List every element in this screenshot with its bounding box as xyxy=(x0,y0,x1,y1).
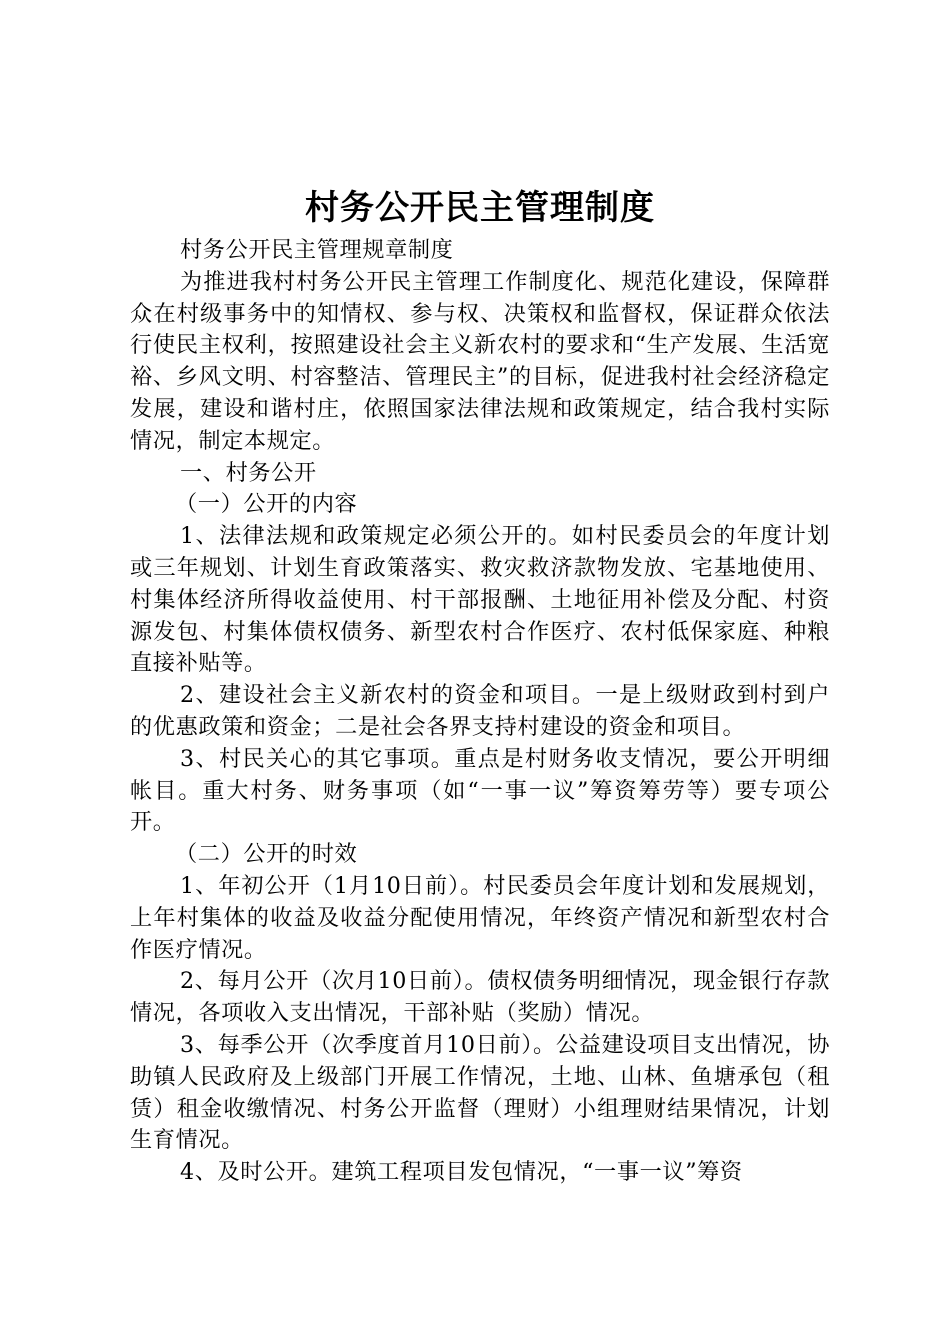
subsection-heading-content: （一）公开的内容 xyxy=(175,491,358,518)
paragraph-content-item-2: 2、建设社会主义新农村的资金和项目。一是上级财政到村到户的优惠政策和资金；二是社会各界支持村建设的资金和项目。 xyxy=(130,682,830,740)
section-heading-village-affairs: 一、村务公开 xyxy=(180,459,317,486)
paragraph-timing-item-1: 1、年初公开（1月10日前）。村民委员会年度计划和发展规划，上年村集体的收益及收益分配使用情况，年终资产情况和新型农村合作医疗情况。 xyxy=(130,872,830,963)
document-title: 村务公开民主管理制度 xyxy=(305,188,655,228)
document-page xyxy=(130,183,830,1189)
paragraph-content-item-1: 1、法律法规和政策规定必须公开的。如村民委员会的年度计划或三年规划、计划生育政策落实、救灾救济款物发放、宅基地使用、村集体经济所得收益使用、村干部报酬、土地征用补偿及分配、村资源发包、村集体债权债务、新型农村合作医疗、农村低保家庭、种粮直接补贴等。 xyxy=(130,523,830,677)
paragraph-timing-item-4: 4、及时公开。建筑工程项目发包情况，“一事一议”筹资 xyxy=(180,1159,743,1186)
subsection-heading-timing: （二）公开的时效 xyxy=(175,841,358,868)
paragraph-timing-item-3: 3、每季公开（次季度首月10日前）。公益建设项目支出情况，协助镇人民政府及上级部门开展工作情况，土地、山林、鱼塘承包（租赁）租金收缴情况、村务公开监督（理财）小组理财结果情况，计划生育情况。 xyxy=(130,1031,830,1154)
paragraph-content-item-3: 3、村民关心的其它事项。重点是村财务收支情况，要公开明细帐目。重大村务、财务事项（如“一事一议”筹资筹劳等）要专项公开。 xyxy=(130,745,830,836)
paragraph-subtitle: 村务公开民主管理规章制度 xyxy=(180,237,454,263)
paragraph-timing-item-2: 2、每月公开（次月10日前）。债权债务明细情况，现金银行存款情况，各项收入支出情况，干部补贴（奖励）情况。 xyxy=(130,968,830,1027)
paragraph-intro: 为推进我村村务公开民主管理工作制度化、规范化建设，保障群众在村级事务中的知情权、参与权、决策权和监督权，保证群众依法行使民主权利，按照建设社会主义新农村的要求和“生产发展、生活宽裕、乡风文明、村容整洁、管理民主”的目标，促进我村社会经济稳定发展，建设和谐村庄，依照国家法律法规和政策规定，结合我村实际情况，制定本规定。 xyxy=(130,268,830,454)
